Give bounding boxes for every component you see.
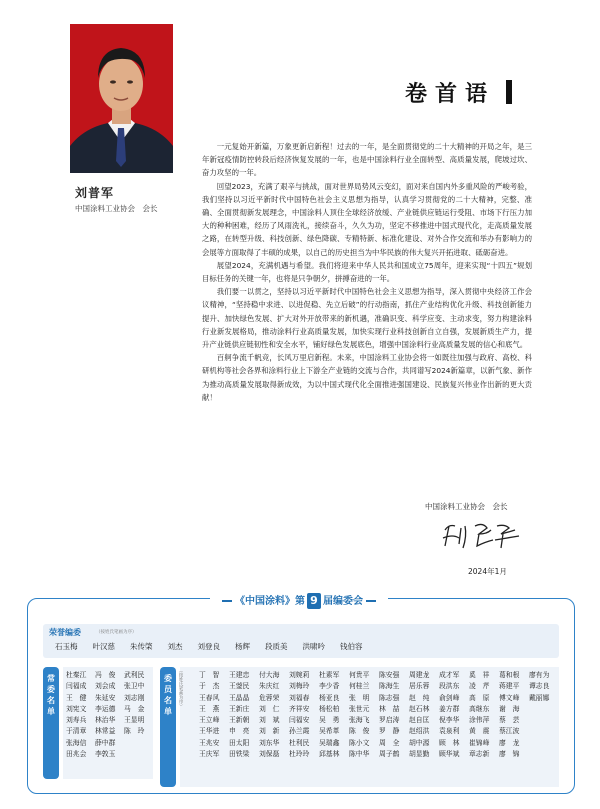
committee-member-name: 陈 俊 [349, 727, 370, 736]
committee-member-name: 杜利民 [289, 738, 310, 747]
name-column [439, 670, 459, 760]
name-column [409, 670, 429, 760]
committee-member-name: 冯 俊 [95, 671, 116, 679]
committee-member-name: 危蓉荣 [259, 693, 280, 702]
committee-member-name: 付大海 [259, 671, 280, 679]
committee-member-name: 周 全 [379, 738, 400, 747]
committee-member-name: 刘会成 [95, 682, 116, 691]
honorary-name: 杨辉 [235, 642, 250, 651]
committee-member-name: 杜素军 [319, 671, 340, 679]
committee-member-name: 吴瑞鑫 [319, 738, 340, 747]
committee-member-name: 黄 震 [469, 727, 490, 736]
committee-member-name: 闫福成 [66, 682, 87, 691]
committee-member-name: 刘梅玲 [289, 682, 310, 691]
committee-member-name: 孙兰霞 [289, 727, 310, 736]
preface-body [202, 140, 532, 404]
signature-date: 2024年1月 [468, 567, 507, 576]
committee-member-name [124, 738, 144, 749]
committee-title: 《中国涂料》第 9 届编委会 [210, 592, 388, 612]
committee-member-name: 葛和根 [499, 671, 520, 679]
name-column [66, 670, 86, 760]
committee-member-name: 王华进 [199, 727, 220, 736]
committee-member-name [529, 704, 549, 715]
committee-member-name: 刘婉莉 [289, 671, 310, 679]
committee-member-name: 吴 勇 [319, 716, 340, 725]
name-column [199, 670, 219, 760]
committee-member-name: 顾华斌 [439, 750, 460, 759]
committee-member-name: 丁 智 [199, 671, 220, 679]
committee-member-name: 田兆会 [66, 750, 87, 759]
committee-member-name: 刘 仁 [259, 704, 280, 713]
committee-member-name: 闫福安 [289, 716, 310, 725]
committee-member-name: 周子鹤 [379, 750, 400, 759]
committee-member-name: 廖 锦 [499, 750, 520, 759]
name-column [124, 670, 144, 760]
committee-member-name [529, 738, 549, 749]
committee-member-name [529, 726, 549, 737]
honorary-name: 洪啸吟 [302, 642, 325, 651]
honorary-name: 刘登良 [197, 642, 220, 651]
handwritten-signature [435, 516, 525, 556]
member-note: （按姓氏笔画为序） [178, 668, 183, 709]
committee-member-name: 王新庄 [229, 704, 250, 713]
standing-committee-label: 常 委 名 单 [43, 667, 59, 779]
name-column [499, 670, 519, 760]
name-column [229, 670, 249, 760]
committee-member-name: 刘志刚 [124, 693, 145, 702]
committee-member-name: 赵 纯 [409, 693, 430, 702]
committee-member-name: 俞剑峰 [439, 693, 460, 702]
name-column [379, 670, 399, 760]
committee-member-name: 高继东 [469, 704, 490, 713]
committee-member-name: 陈 玲 [124, 727, 145, 736]
committee-member-name: 薛中群 [95, 738, 116, 747]
committee-member-name: 杨松柏 [319, 704, 340, 713]
committee-member-name: 崔锦峰 [469, 738, 490, 747]
page-heading: 卷首语 [405, 81, 496, 107]
committee-member-name: 朱庆红 [259, 682, 280, 691]
committee-member-name: 周建龙 [409, 671, 430, 679]
paragraph: 我们要一以贯之，坚持以习近平新时代中国特色社会主义思想为指导，深入贯彻中央经济工作会议精神，“坚持稳中求进、以进促稳、先立后破”的行动指南，抓住产业结构优化升级、科技创新能力提升、加快绿色发展、扩大对外开放带来的新机遇，准确识变、科学应变、主动求变，努力构建涂料行业新发展格局，推动涂料行业高质量发展，加快实现行业科技创新自立自强，发展新质生产力，提升产业链供应链韧性和安全水平，铺好绿色发展底色，增强中国涂料行业高质量发展的信心和底气。 [202, 287, 532, 350]
committee-member-name: 廖有为 [529, 671, 550, 679]
committee-member-name: 林治华 [95, 716, 116, 725]
committee-member-name: 涂伟萍 [469, 716, 490, 725]
heading-bar [506, 80, 512, 104]
committee-member-name: 王建忠 [229, 671, 250, 679]
committee-member-name: 倪李华 [439, 716, 460, 725]
committee-member-name: 赵绍洪 [409, 727, 430, 736]
committee-member-name: 刘保磊 [259, 750, 280, 759]
committee-member-name: 蔡 芸 [499, 716, 520, 725]
committee-member-name: 王春风 [199, 693, 220, 702]
committee-member-name: 王兆安 [199, 738, 220, 747]
committee-member-name: 李运德 [95, 704, 116, 713]
person-title: 中国涂料工业协会 会长 [75, 204, 158, 213]
committee-member-name: 王立峰 [199, 716, 220, 725]
committee-member-name: 刘福春 [289, 693, 310, 702]
committee-member-name: 段洪东 [439, 682, 460, 691]
honorary-name: 刘杰 [167, 642, 183, 651]
committee-member-name: 李敦玉 [95, 750, 116, 759]
committee-member-name: 王新朝 [229, 716, 250, 725]
committee-member-name: 成才军 [439, 671, 460, 679]
committee-member-name: 王 健 [66, 693, 87, 702]
committee-member-name: 张世元 [349, 704, 370, 713]
committee-member-name [124, 749, 144, 760]
committee-member-name: 蒋建平 [499, 682, 520, 691]
committee-member-name: 高 原 [469, 693, 490, 702]
committee-member-name: 王庆军 [199, 750, 220, 759]
committee-member-name: 李少香 [319, 682, 340, 691]
committee-member-name: 刘 斌 [259, 716, 280, 725]
committee-member-name: 杜玲玲 [289, 750, 310, 759]
honorary-name: 朱传棨 [130, 642, 153, 651]
committee-member-name: 邱基林 [319, 750, 340, 759]
committee-member-name: 朱延安 [95, 693, 116, 702]
committee-member-name: 于 杰 [199, 682, 220, 691]
committee-member-name: 傅文峰 [499, 693, 520, 702]
honorary-name: 叶汉慈 [92, 642, 115, 651]
committee-member-name: 于清章 [66, 727, 87, 736]
person-name: 刘普军 [75, 186, 115, 200]
honorary-label: 荣誉编委 [49, 628, 81, 637]
name-column [469, 670, 489, 760]
committee-member-name: 胡中源 [409, 738, 430, 747]
committee-member-name: 张海信 [66, 738, 87, 747]
committee-member-name: 何桂兰 [349, 682, 370, 691]
committee-member-name: 刘宪文 [66, 704, 87, 713]
committee-member-name: 杜秦江 [66, 671, 87, 679]
committee-member-name: 陈志强 [379, 693, 400, 702]
committee-member-name: 袁泉利 [439, 727, 460, 736]
paragraph: 百舸争流千帆竞，长风万里启新程。未来，中国涂料工业协会将一如既往加强与政府、高校、科研机构等社会各界和涂料行业上下游全产业链的交流与合作，共同谱写2024新篇章，以新气象、新作为推动高质量发展取得新成效，为以中国式现代化全面推进强国建设、民族复兴伟业作出新的更大贡献！ [202, 353, 532, 402]
honorary-name: 段质美 [265, 642, 288, 651]
committee-member-name: 胡显勤 [409, 750, 430, 759]
committee-member-name: 林常益 [95, 727, 116, 736]
committee-member-name: 田铁梁 [229, 750, 250, 759]
committee-member-name: 章志新 [469, 750, 490, 759]
committee-member-name: 蔡江波 [499, 727, 520, 736]
committee-member-name: 林 喆 [379, 704, 400, 713]
name-column [529, 670, 549, 760]
name-column [259, 670, 279, 760]
committee-member-name: 居乐蓉 [409, 682, 430, 691]
committee-member-name: 谭志良 [529, 682, 550, 691]
committee-member-name: 罗启涛 [379, 716, 400, 725]
honorary-note: （按姓氏笔画为序） [96, 630, 137, 635]
committee-member-name: 陈安强 [379, 671, 400, 679]
name-column [319, 670, 339, 760]
committee-member-name [529, 715, 549, 726]
committee-member-name: 齐祥安 [289, 704, 310, 713]
committee-member-name: 赵石林 [409, 704, 430, 713]
committee-member-name: 王 燕 [199, 704, 220, 713]
paragraph: 回望2023，充满了艰辛与挑战，面对世界局势风云变幻，面对来自国内外多重风险的严峻考验，我们坚持以习近平新时代中国特色社会主义思想为指导，认真学习贯彻党的二十大精神，完整、准确、全面贯彻新发展理念，中国涂料人顶住全球经济放缓、产业链供应链运行受阻、市场下行压力加大的种种困难，经历了风雨洗礼，接续奋斗，久久为功，坚定不移推进中国式现代化，走高质量发展之路，在转型升级、科技创新、绿色降碳、专精特新、标准化建设、对外合作交流和举办有影响力的会展等方面取得了丰硕的成果，以自己的历史担当为中华民族的伟大复兴开拓进取、砥砺奋进。 [202, 181, 532, 257]
committee-member-name: 张海飞 [349, 716, 370, 725]
committee-member-name: 谢 海 [499, 704, 520, 713]
signature-org: 中国涂料工业协会 会长 [425, 502, 508, 511]
paragraph: 一元复始开新篇，万象更新启新程！过去的一年，是全面贯彻党的二十大精神的开局之年，是三年新冠疫情防控转段后经济恢复发展的一年，也是中国涂料行业全面转型、高质量发展，爬坡过坎、奋力攻坚的一年。 [202, 142, 532, 178]
honorary-name: 钱伯容 [340, 642, 363, 651]
committee-member-name: 戴丽娜 [529, 693, 550, 702]
committee-member-name: 赵自匡 [409, 716, 430, 725]
committee-member-name: 田太阳 [229, 738, 250, 747]
paragraph: 展望2024，充满机遇与希望。我们将迎来中华人民共和国成立75周年，迎来实现“十四五”规划目标任务的关键一年，也将是只争朝夕，拼搏奋进的一年。 [202, 260, 532, 284]
committee-member-name: 马 金 [124, 704, 145, 713]
committee-member-name [529, 749, 549, 760]
portrait-photo [70, 24, 173, 173]
committee-member-name: 王晶晶 [229, 693, 250, 702]
honorary-names [55, 641, 455, 652]
committee-member-name: 刘 新 [259, 727, 280, 736]
committee-member-name: 武利民 [124, 671, 145, 679]
committee-member-name: 何贵平 [349, 671, 370, 679]
committee-member-name: 王蓥民 [229, 682, 250, 691]
name-column [95, 670, 115, 760]
committee-member-name: 刘东华 [259, 738, 280, 747]
committee-member-name: 吴希革 [319, 727, 340, 736]
name-column [289, 670, 309, 760]
committee-member-name: 申 亮 [229, 727, 250, 736]
committee-member-name: 顾 林 [439, 738, 460, 747]
committee-member-name: 张卫中 [124, 682, 145, 691]
committee-member-name: 陈海生 [379, 682, 400, 691]
committee-member-name: 王显明 [124, 716, 145, 725]
member-committee-label: 委 员 名 单 [160, 667, 176, 787]
committee-member-name: 杨亚良 [319, 693, 340, 702]
committee-member-name: 姜方群 [439, 704, 460, 713]
committee-member-name: 刘寿兵 [66, 716, 87, 725]
committee-member-name: 奚 祥 [469, 671, 490, 679]
committee-member-name: 罗 静 [379, 727, 400, 736]
committee-member-name: 廖 龙 [499, 738, 520, 747]
committee-member-name: 陈中华 [349, 750, 370, 759]
name-column [349, 670, 369, 760]
honorary-name: 石玉梅 [55, 642, 78, 651]
committee-member-name: 凌 芹 [469, 682, 490, 691]
committee-member-name: 张 明 [349, 693, 370, 702]
committee-member-name: 陈小文 [349, 738, 370, 747]
